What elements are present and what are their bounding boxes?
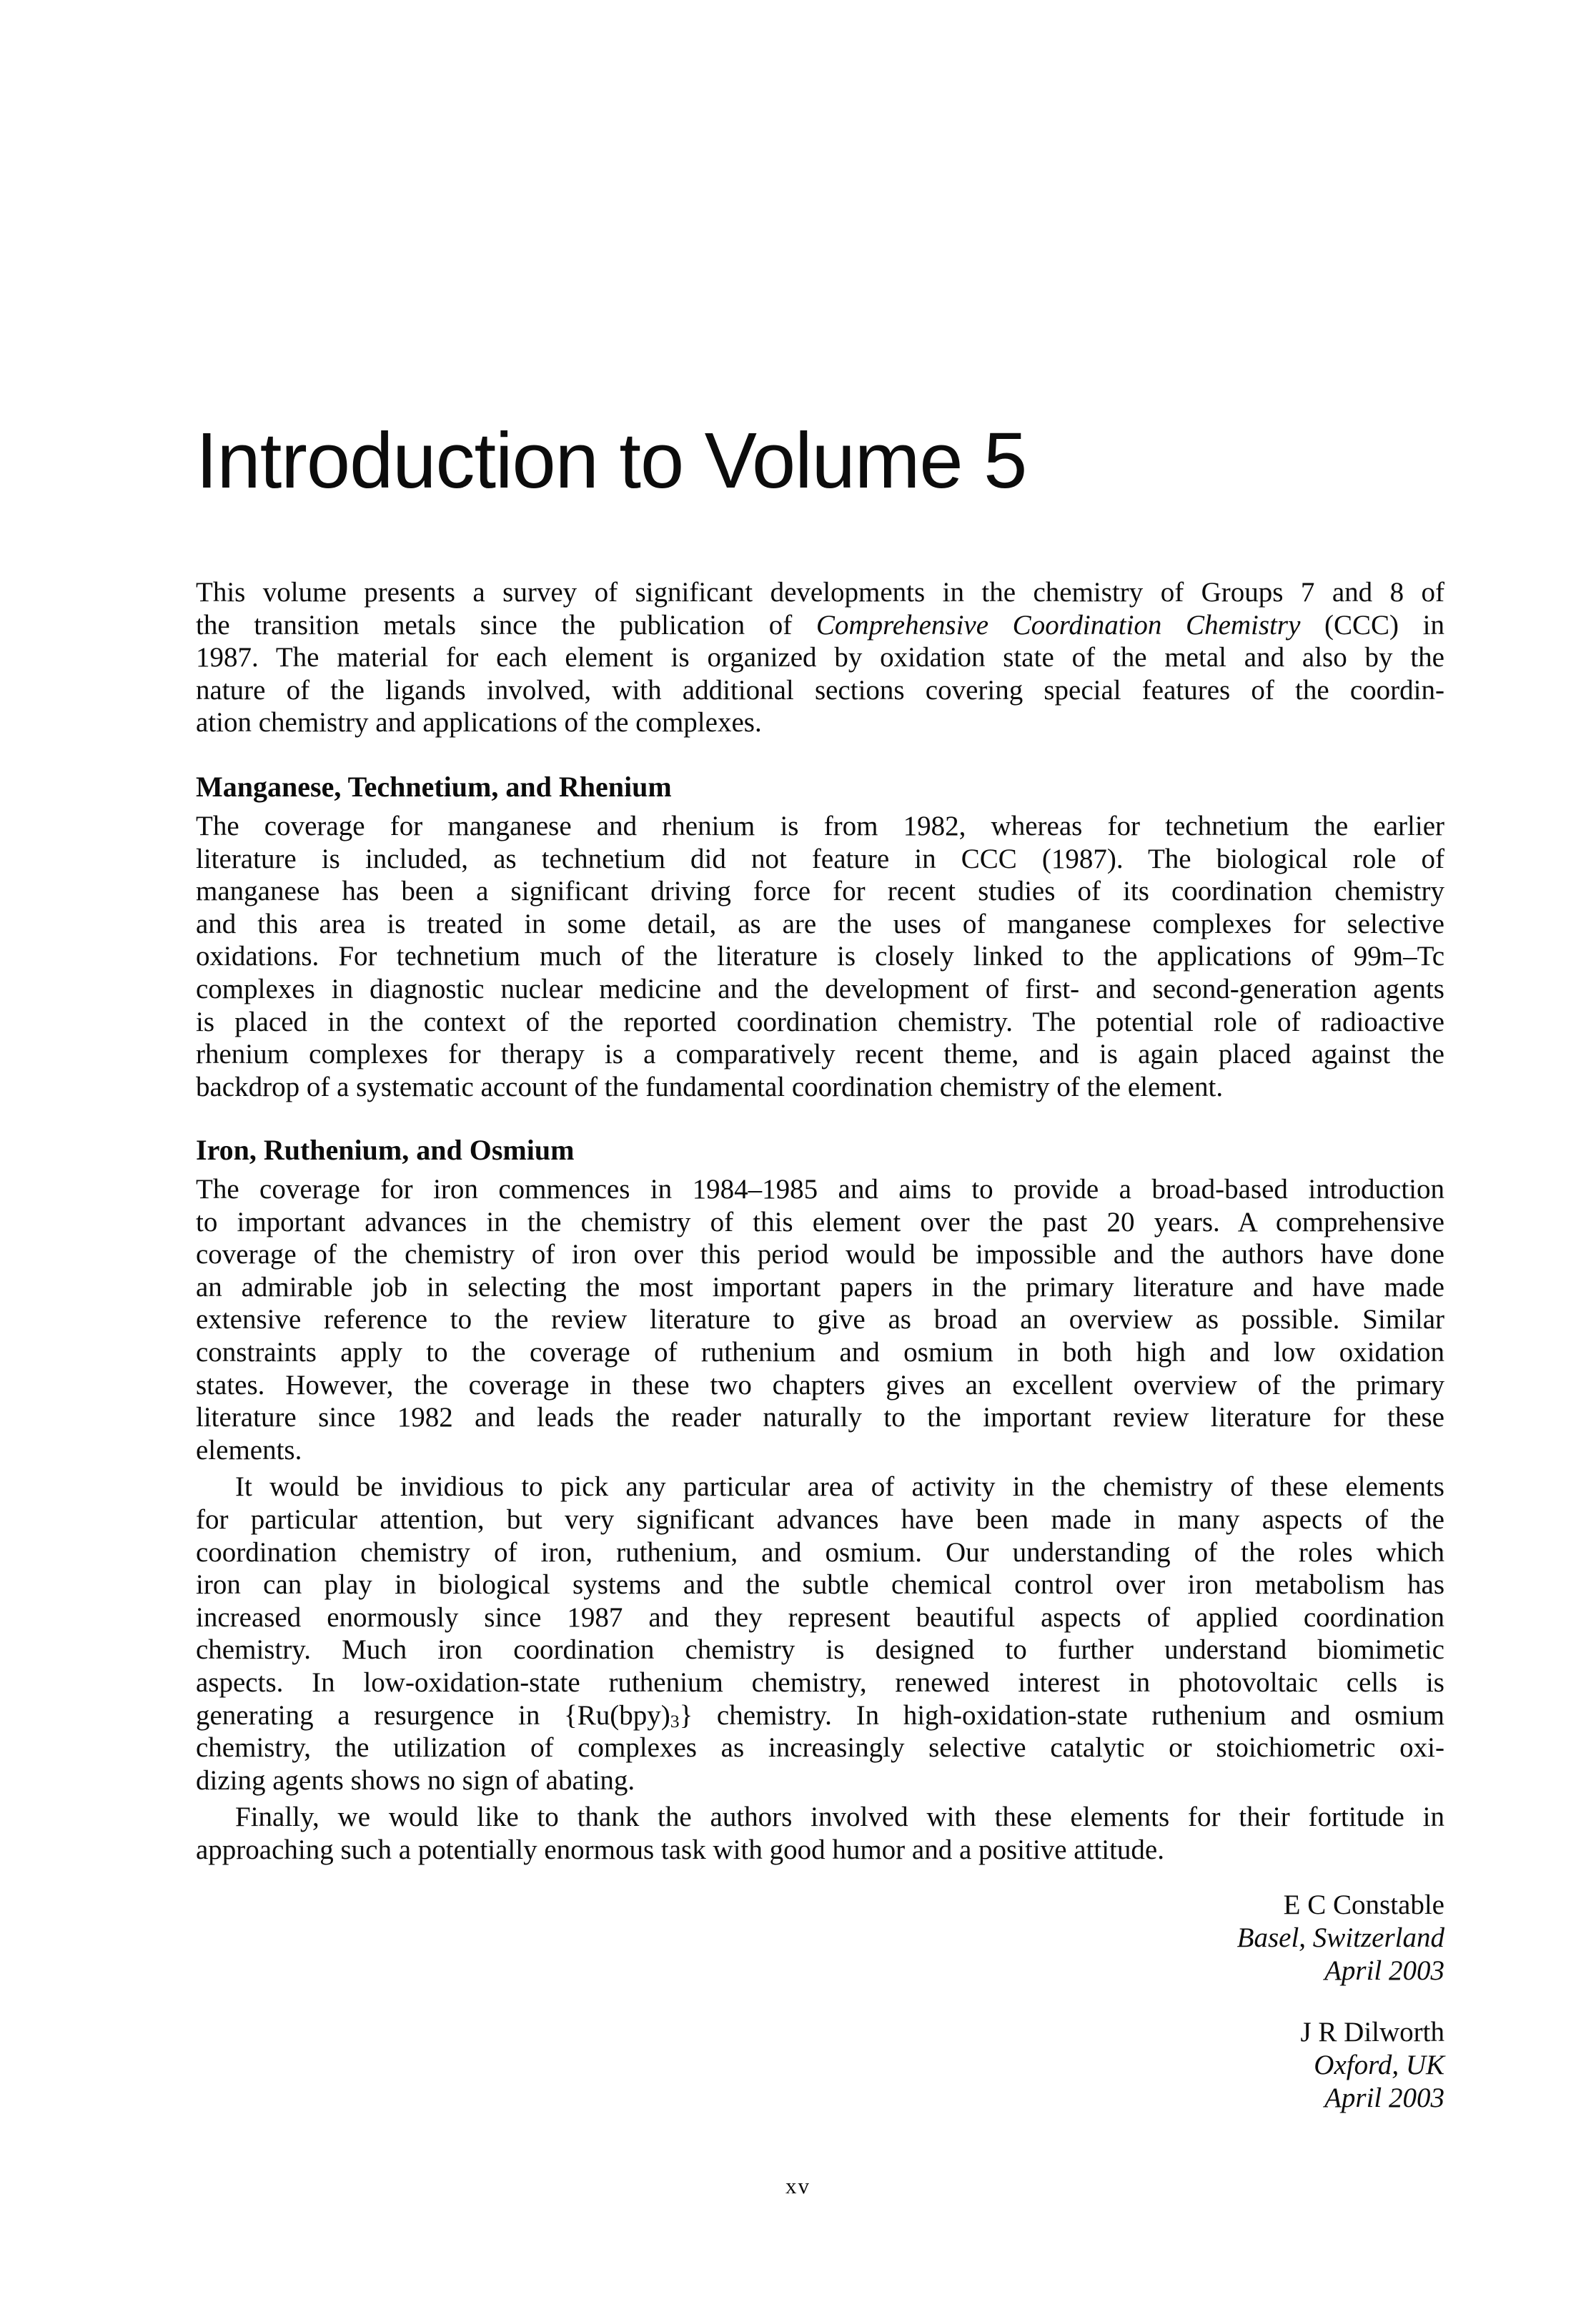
- text-line: complexes in diagnostic nuclear medicine and the development of first- and second-generation agents: [196, 973, 1444, 1004]
- text-line: This volume presents a survey of significant developments in the chemistry of Groups 7 and 8 of: [196, 577, 1444, 608]
- text-line: approaching such a potentially enormous task with good humor and a positive attitude.: [196, 1834, 1164, 1865]
- text-line: It would be invidious to pick any particular area of activity in the chemistry of these elements: [235, 1471, 1444, 1503]
- text-line: is placed in the context of the reported coordination chemistry. The potential role of radioactive: [196, 1006, 1444, 1037]
- text-line: states. However, the coverage in these two chapters gives an excellent overview of the primary: [196, 1369, 1444, 1401]
- italic-text: Comprehensive Coordination Chemistry: [816, 609, 1301, 641]
- text-line: generating a resurgence in $\{Ru(bpy)_3\}$ chemistry. In high-oxidation-state ruthenium and osmium: [196, 1699, 1444, 1732]
- page-title: Introduction to Volume 5: [196, 417, 1027, 505]
- text-line: dizing agents shows no sign of abating.: [196, 1764, 635, 1796]
- text-line: for particular attention, but very significant advances have been made in many aspects of the: [196, 1503, 1444, 1535]
- text-line: increased enormously since 1987 and they represent beautiful aspects of applied coordination: [196, 1601, 1444, 1633]
- section-heading: Manganese, Technetium, and Rhenium: [196, 771, 672, 803]
- text-line: an admirable job in selecting the most important papers in the primary literature and have made: [196, 1271, 1444, 1303]
- text-line: elements.: [196, 1434, 302, 1466]
- section-heading: Iron, Ruthenium, and Osmium: [196, 1134, 575, 1166]
- text-line: to important advances in the chemistry of this element over the past 20 years. A comprehensive: [196, 1206, 1444, 1238]
- text-line: iron can play in biological systems and the subtle chemical control over iron metabolism has: [196, 1569, 1444, 1601]
- page-number: xv: [785, 2173, 811, 2198]
- section: [196, 771, 1444, 1103]
- text-line: 1987. The material for each element is organized by oxidation state of the metal and also by the: [196, 642, 1444, 673]
- text-line: nature of the ligands involved, with additional sections covering special features of the coordin-: [196, 674, 1444, 706]
- text-line: and this area is treated in some detail, as are the uses of manganese complexes for selective: [196, 908, 1444, 939]
- subscript: 3: [670, 1711, 680, 1732]
- section: [196, 1134, 1444, 1866]
- text-line: aspects. In low-oxidation-state ruthenium chemistry, renewed interest in photovoltaic cells is: [196, 1666, 1444, 1698]
- signature-date: April 2003: [1324, 1955, 1444, 1986]
- text-line: manganese has been a significant driving force for recent studies of its coordination chemistry: [196, 876, 1444, 907]
- text-line: rhenium complexes for therapy is a comparatively recent theme, and is again placed against the: [196, 1039, 1444, 1070]
- signature-location: Oxford, UK: [1314, 2050, 1444, 2080]
- section: [196, 576, 1444, 739]
- text-line: coordination chemistry of iron, ruthenium, and osmium. Our understanding of the roles which: [196, 1536, 1444, 1568]
- text-line: The coverage for manganese and rhenium is from 1982, whereas for technetium the earlier: [196, 811, 1444, 841]
- text-line: oxidations. For technetium much of the literature is closely linked to the applications of 99m–Tc: [196, 941, 1444, 972]
- signature-block: [196, 2016, 1444, 2115]
- paragraph: [196, 576, 1444, 739]
- text-line: constraints apply to the coverage of ruthenium and osmium in both high and low oxidation: [196, 1336, 1444, 1368]
- text-line: literature since 1982 and leads the reader naturally to the important review literature for these: [196, 1402, 1444, 1433]
- signature-date: April 2003: [1324, 2083, 1444, 2113]
- text-line: The coverage for iron commences in 1984–1985 and aims to provide a broad-based introduction: [196, 1174, 1444, 1205]
- text-line: chemistry, the utilization of complexes as increasingly selective catalytic or stoichiometric oxi-: [196, 1732, 1444, 1764]
- paragraph: [196, 810, 1444, 1103]
- text-line: literature is included, as technetium did not feature in CCC (1987). The biological role of: [196, 843, 1444, 874]
- paragraph: [196, 1173, 1444, 1466]
- text-line: Finally, we would like to thank the authors involved with these elements for their fortitude in: [235, 1802, 1444, 1833]
- signature-name: E C Constable: [1283, 1890, 1444, 1920]
- text-line: chemistry. Much iron coordination chemistry is designed to further understand biomimetic: [196, 1634, 1444, 1666]
- paragraph: [196, 1471, 1444, 1797]
- signature-location: Basel, Switzerland: [1236, 1922, 1444, 1953]
- text-line: backdrop of a systematic account of the fundamental coordination chemistry of the element.: [196, 1071, 1224, 1102]
- text-line: ation chemistry and applications of the complexes.: [196, 707, 762, 739]
- text-line: the transition metals since the publication of Comprehensive Coordination Chemistry (CCC) in: [196, 609, 1444, 641]
- paragraph: [196, 1801, 1444, 1866]
- signature-area: [196, 1889, 1444, 2115]
- signature-name: J R Dilworth: [1300, 2017, 1444, 2047]
- text-line: coverage of the chemistry of iron over this period would be impossible and the authors have done: [196, 1239, 1444, 1270]
- text-line: extensive reference to the review literature to give as broad an overview as possible. Similar: [196, 1304, 1444, 1335]
- signature-block: [196, 1889, 1444, 1987]
